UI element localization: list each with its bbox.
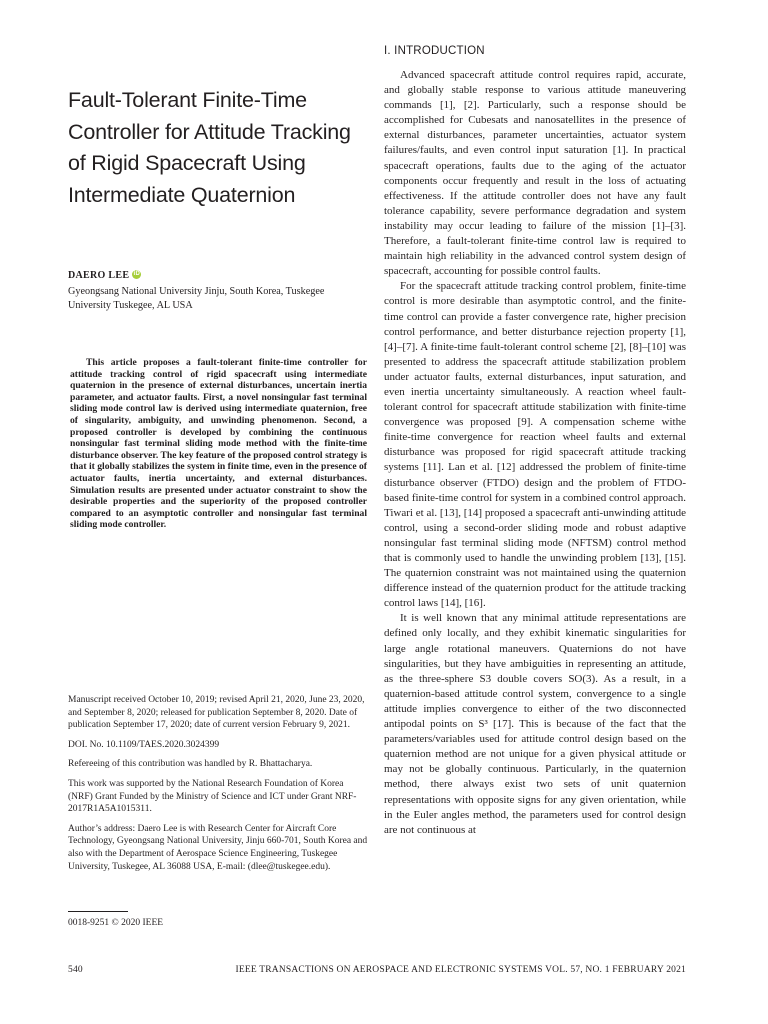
author-affiliation: Gyeongsang National University Jinju, South Korea, Tuskegee University Tuskegee, AL USA	[68, 286, 325, 311]
refereeing-note: Refereeing of this contribution was handled by R. Bhattacharya.	[68, 759, 313, 770]
copyright: 0018-9251 © 2020 IEEE	[68, 918, 164, 928]
paragraph-1: Advanced spacecraft attitude control requires rapid, accurate, and globally stable response to various attitude maneuvering commands [1], [2]. Particularly, such a response should be accomplished for Cubesats and nanosatellites in the presence of external disturbances, parameter uncertainties, actuator system failures/faults, and even control input saturation [1]. In practical spacecraft operations, faults due to the aging of the actuator components occur frequently and result in the loss of actuating effectiveness. If the attitude controller does not have any fault tolerance capability, severe performance degradation and system instability may occur leading to failure of the mission [1]–[3]. Therefore, a fault-tolerant finite-time control law is required to maintain high reliability in the advanced control system design of spacecraft, accounting for possible control faults.	[384, 69, 686, 278]
orcid-icon[interactable]: iD	[133, 271, 141, 277]
author-name: DAERO LEE	[68, 270, 130, 281]
body-text	[384, 68, 686, 938]
manuscript-dates: Manuscript received October 10, 2019; revised April 21, 2020, June 23, 2020, and September 8, 2020; released for publication September 8, 2020. Date of publication September 17, 2020; date of current version February 9, 2021.	[68, 695, 365, 731]
paragraph-2: For the spacecraft attitude tracking control problem, finite-time control is more desirable than asymptotic control, and the finite-time control can provide a faster convergence rate, higher precision control performance, and better disturbance rejection property [1], [4]–[7]. A finite-time fault-tolerant control scheme [2], [8]–[10] was presented to address the spacecraft attitude stabilization problem under actuator faults, external disturbances, input saturation, and even inertia uncertainty simultaneously. A reaction wheel fault-tolerant control for spacecraft attitude stabilization with finite-time convergence was proposed [9]. A compensation scheme withe finite-time convergence for reaction wheel faults and external disturbance was proposed for rigid spacecraft attitude tracking systems [11]. Lan et al. [12] addressed the problem of finite-time disturbance observer (FTDO) design and the problem of FTDO-based finite-time control for system in a combined control approach. Tiwari et al. [13], [14] proposed a spacecraft anti-unwinding attitude control, using a second-order sliding mode and robust adaptive nonsingular fast terminal sliding mode (NFTSM) control method that is commonly used to handle the unwinding problem [13], [15]. The quaternion constraint was not maintained using the quaternion difference instead of the quaternion product for the attitude tracking control laws [14], [16].	[384, 280, 686, 610]
journal-info: IEEE TRANSACTIONS ON AEROSPACE AND ELECTRONIC SYSTEMS VOL. 57, NO. 1 FEBRUARY 2021	[235, 965, 686, 975]
page-number: 540	[68, 965, 83, 975]
doi: DOI. No. 10.1109/TAES.2020.3024399	[68, 739, 220, 750]
footnotes	[68, 694, 368, 880]
footnote-divider	[68, 911, 128, 912]
funding-note: This work was supported by the National Research Foundation of Korea (NRF) Grant Funded by the Ministry of Science and ICT under Grant NRF-2017R1A5A1015311.	[68, 778, 357, 815]
paper-title: Fault-Tolerant Finite-Time Controller for Attitude Tracking of Rigid Spacecraft Using Intermediate Quaternion	[68, 88, 351, 207]
paragraph-3: It is well known that any minimal attitude representations are defined only locally, and they exhibit kinematic singularities for large angle rotational maneuvers. Quaternions do not have singularities, but they have ambiguities in representing an attitude, as the three-sphere S3 double covers SO(3). As a result, in a quaternion-based attitude control system, convergence to a single attitude implies convergence to either of the two disconnected antipodal points on S³ [17]. This is because of the fact that the parameters/variables used for attitude control design based on the quaternion method are not unique for a given physical attitude or may not be globally continuous. Particularly, in the quaternion method, there always exist two sets of unit quaternion representations with opposite signs for any given orientation, while in the Euler angles method, the parameters used for control design are not continuous at	[384, 612, 686, 836]
section-heading: I. INTRODUCTION	[384, 45, 485, 57]
author-name-line	[68, 270, 141, 281]
author-address: Author’s address: Daero Lee is with Research Center for Aircraft Core Technology, Gyeongsang National University, Jinju 660-701, South Korea and also with the Department of Aerospace Science Engineering, Tuskegee University, Tuskegee, AL 36088 USA, E-mail: (dlee@tuskegee.edu).	[68, 823, 368, 872]
abstract: This article proposes a fault-tolerant finite-time controller for attitude tracking control of rigid spacecraft using intermediate quaternion in the presence of external disturbances, uncertain inertia parameter, and actuator faults. First, a novel nonsingular fast terminal sliding mode control law is derived using intermediate quaternion, free of singularity, ambiguity, and unwinding phenomenon. Second, a proposed controller is developed by combining the continuous nonsingular fast terminal sliding mode method with the finite-time disturbance observer. The key feature of the proposed control strategy is that it globally stabilizes the system in finite time, even in the presence of actuator faults, inertia uncertainty, and external disturbances. Simulation results are presented under actuator constraint to show the desirable properties and the superiority of the proposed controller compared to an asymptotic controller and nonsingular fast terminal sliding mode controller.	[70, 357, 367, 531]
